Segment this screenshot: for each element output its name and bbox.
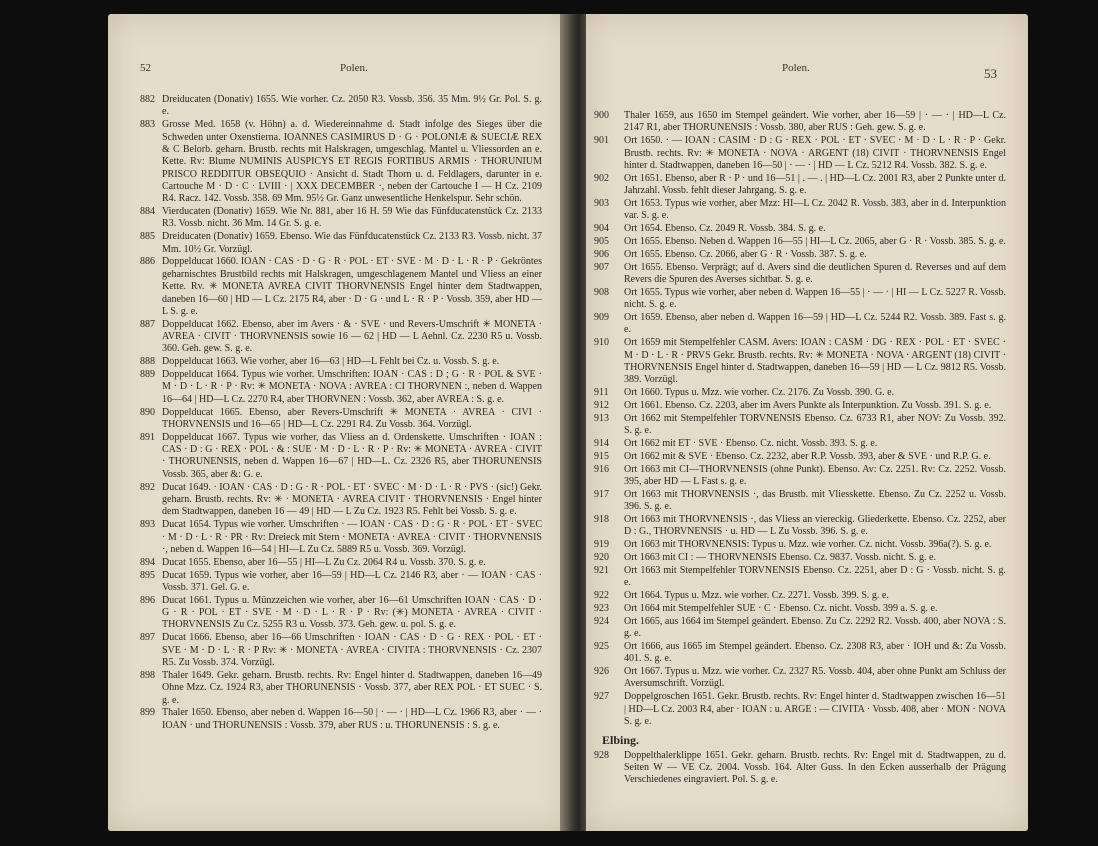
entry-text: Ducat 1661. Typus u. Münzzeichen wie vorher, aber 16—61 Umschriften IOAN · CAS · D · G · R · POL · ET · SVE · M · D · L · R · P · Rv: (✳) MONETA · AVREA · CIVIT · THORVNENSIS Zu Cz. 5255 R3 u. Vossb. 373. Geh. gew. u. pol. S. g. e. <box>162 594 542 631</box>
catalog-entry <box>594 463 1006 489</box>
catalog-entry <box>594 261 1006 287</box>
entry-number: 887 <box>140 318 155 330</box>
entry-text: Ort 1664. Typus u. Mzz. wie vorher. Cz. 2271. Vossb. 399. S. g. e. <box>624 590 889 602</box>
entry-number: 891 <box>140 431 155 443</box>
entry-text: Ort 1663 mit CI—THORVNENSIS (ohne Punkt). Ebenso. Av: Cz. 2251. Rv: Cz. 2252. Vossb. 395, aber HD — L Fast s. g. e. <box>624 463 1006 487</box>
section-heading: Elbing. <box>602 733 640 748</box>
entry-text: Ort 1662 mit ET · SVE · Ebenso. Cz. nicht. Vossb. 393. S. g. e. <box>624 437 878 449</box>
catalog-entry <box>140 707 542 732</box>
entry-text: Doppelducat 1663. Wie vorher, aber 16—63 | HD—L Fehlt bei Cz. u. Vossb. S. g. e. <box>162 356 500 368</box>
entry-text: Ducat 1654. Typus wie vorher. Umschriften · — IOAN · CAS · D : G · R · POL · ET · SVEC · M · D · L · R · PR · Rv: Dreieck mit Stern · MONETA · AVREA · CIVIT · THORVNENSIS ·, neben d. Wappen 16—54 | HI—L Zu Cz. 5889 R5 u. Vossb. 369. Vorzügl. <box>162 519 542 555</box>
right-page-body <box>594 110 1006 787</box>
entry-number: 910 <box>594 337 609 349</box>
catalog-entry <box>594 539 1006 551</box>
catalog-entry <box>140 595 542 632</box>
entry-number: 899 <box>140 707 155 719</box>
entry-number: 919 <box>594 539 609 551</box>
entry-text: Ort 1665, aus 1664 im Stempel geändert. Ebenso. Zu Cz. 2292 R2. Vossb. 400, aber NOVA : S. g. e. <box>624 615 1006 640</box>
entry-text: Dreiducaten (Donativ) 1659. Ebenso. Wie das Fünfducatenstück Cz. 2133 R3. Vossb. nicht. 37 Mm. 10½ Gr. Vorzügl. <box>162 231 542 255</box>
entry-text: Ort 1659 mit Stempelfehler CASM. Avers: IOAN : CASM · DG · REX · POL · ET · SVEC · M · D · L · R · PRVS Gekr. Brustb. rechts. Rv: ✳ MONETA · NOVA · ARGENT (18) CIVIT · THORVNENSIS Engel hinter d. Stadtwappen, daneben 16—59 | HD — L Cz. 9812 R5. Vossb. 389. Vorzügl. <box>624 337 1006 386</box>
catalog-entry <box>140 94 542 119</box>
catalog-entry <box>594 399 1006 412</box>
catalog-entry <box>140 319 542 356</box>
entry-text: Ort 1650. · — IOAN : CASIM · D : G · REX · POL · ET · SVEC · M · D · L · R · P · Gekr. Brustb. rechts. Rv: ✳ MONETA · NOVA · ARGENT (18) CIVIT · THORVNENSIS Engel hinter d. Stadtwappen, daneben 16—50 | · — · | HD — L Cz. 5212 R4. Vossb. 382. S. g. e. <box>624 135 1006 171</box>
entry-number: 904 <box>594 223 609 235</box>
entry-text: Grosse Med. 1658 (v. Höhn) a. d. Wiedereinnahme d. Stadt infolge des Sieges über die Schweden unter Oxenstierna. IOANNES CASIMIRUS D · G · POLONIÆ & SUECIÆ REX & C Belorb. geharn. Brustb. rechts mit Halskragen, umgeschlag. Mantel u. Vliessorden an e. Kette. Rv: Blume NUMINIS AUSPICYS ET REGIS FORTIBUS ARMIS · THORUNIUM PRISCO REDDITUR OBSEQUIO · Ansicht d. Stadt Thorn u. d. Feldlagers, darunter in e. Cartouche M · D · C · LVIII · | XXX DECEMBER ·, neben der Cartouche I — H Cz. 2109 R4. Racz. 142. Vossb. 358. 69 Mm. 95½ Gr. Ganz unwesentliche Henkelspur. Sehr schön. <box>162 119 542 205</box>
right-entries <box>594 110 1006 728</box>
entry-number: 925 <box>594 640 609 652</box>
entry-number: 918 <box>594 514 609 525</box>
catalog-entry <box>594 437 1006 450</box>
left-page-body <box>140 94 542 733</box>
right-page <box>586 14 1028 831</box>
entry-text: Thaler 1659, aus 1650 im Stempel geändert. Wie vorher, aber 16—59 | · — · | HD—L Cz. 2147 R1, aber THORUNENSIS : Vossb. 380, aber RUS : Geh. gew. S. g. e. <box>624 110 1006 134</box>
entry-text: Ort 1651. Ebenso, aber R · P · und 16—51 | . — . | HD—L Cz. 2001 R3, aber 2 Punkte unter d. Jahrzahl. Vossb. fehlt dieser Jahrgang. S. g. e. <box>624 172 1006 197</box>
entry-text: Ducat 1659. Typus wie vorher, aber 16—59 | HD—L Cz. 2146 R3, aber · — IOAN · CAS · Vossb. 371. Gel. G. e. <box>162 569 542 593</box>
entry-number: 911 <box>594 387 609 399</box>
catalog-entry <box>140 519 542 556</box>
entry-text: Ort 1655. Ebenso. Cz. 2066, aber G · R · Vossb. 387. S. g. e. <box>624 248 867 260</box>
entry-text: Thaler 1650. Ebenso, aber neben d. Wappen 16—50 | · — · | HD—L Cz. 1966 R3, aber · — · IOAN · und THORUNENSIS : Vossb. 379, aber RUS : u. THORUNENSIS : S. g. e. <box>162 707 542 731</box>
entry-number: 916 <box>594 463 609 475</box>
catalog-entry <box>140 407 542 432</box>
entry-text: Ort 1660. Typus u. Mzz. wie vorher. Cz. 2176. Zu Vossb. 390. G. e. <box>624 387 895 399</box>
entry-text: Ort 1655. Ebenso. Verprägt; auf d. Avers sind die deutlichen Spuren d. Reverses und auf dem Revers die Spuren des Averses sichtbar. S. g. e. <box>624 261 1006 285</box>
catalog-entry <box>140 557 542 569</box>
catalog-entry <box>594 235 1006 248</box>
entry-text: Ducat 1649. · IOAN · CAS · D : G · R · POL · ET · SVEC · M · D · L · R · PVS · (sic!) Gekr. geharn. Brustb. rechts. Rv: ✳ · MONETA · AVREA CIVIT · THORVNENSIS · Engel hinter dem Stadtwappen, daneben 16 — 49 | HD — L Zu Cz. 1923 R5. Fehlt bei Vossb. S. g. e. <box>162 481 542 518</box>
entry-number: 907 <box>594 261 609 273</box>
catalog-entry <box>140 632 542 669</box>
entry-text: Doppelducat 1667. Typus wie vorher, das Vliess an d. Ordenskette. Umschriften · IOAN : CAS · D : G · REX · POL · & : SUE · M · D · L · R · P · Rv: ✳ MONETA · AVREA · CIVIT · THORUNENSIS, neben d. Wappen 16—67 | HD—L. Cz. 2326 R5, aber THORUNENSIS Vossb. 365, aber &: G. e. <box>162 431 542 480</box>
entry-number: 883 <box>140 119 155 131</box>
entry-number: 912 <box>594 399 609 411</box>
catalog-entry <box>594 248 1006 261</box>
running-head: Polen. <box>782 62 810 74</box>
entry-text: Doppelgroschen 1651. Gekr. Brustb. rechts. Rv: Engel hinter d. Stadtwappen zwischen 16—51 | HD—L Cz. 2003 R4, aber · IOAN : u. ARGE : — CIVITA · Vossb. 408, aber · MON · NOVA S. g. e. <box>624 691 1006 727</box>
entry-number: 894 <box>140 556 155 568</box>
catalog-entry <box>594 602 1006 615</box>
catalog-entry <box>594 666 1006 691</box>
entry-number: 909 <box>594 312 609 323</box>
entry-text: Ort 1666, aus 1665 im Stempel geändert. Ebenso. Cz. 2308 R3, aber · IOH und &: Zu Vossb. 401. S. g. e. <box>624 640 1006 665</box>
section-entries <box>594 749 1006 787</box>
left-page <box>108 14 568 831</box>
entry-number: 892 <box>140 481 155 493</box>
entry-text: Ort 1654. Ebenso. Cz. 2049 R. Vossb. 384. S. g. e. <box>624 223 826 235</box>
running-head: Polen. <box>340 62 368 74</box>
entry-number: 928 <box>594 749 609 761</box>
entry-number: 922 <box>594 590 609 602</box>
entry-number: 882 <box>140 94 155 105</box>
entry-number: 920 <box>594 552 609 564</box>
catalog-entry <box>594 590 1006 602</box>
entry-number: 914 <box>594 437 609 449</box>
catalog-entry <box>140 231 542 256</box>
catalog-entry <box>140 570 542 595</box>
catalog-entry <box>594 514 1006 539</box>
catalog-entry <box>594 412 1006 438</box>
catalog-entry <box>594 312 1006 337</box>
page-number: 53 <box>984 66 997 81</box>
catalog-entry <box>594 552 1006 564</box>
catalog-entry <box>594 110 1006 135</box>
entry-number: 900 <box>594 110 609 121</box>
catalog-entry <box>594 640 1006 666</box>
catalog-entry <box>140 670 542 707</box>
catalog-entry <box>140 206 542 231</box>
entry-number: 896 <box>140 594 155 606</box>
catalog-entry <box>594 615 1006 641</box>
catalog-entry <box>140 369 542 406</box>
entry-number: 895 <box>140 569 155 581</box>
entry-text: Ort 1659. Ebenso, aber neben d. Wappen 16—59 | HD—L Cz. 5244 R2. Vossb. 389. Fast s. g. e. <box>624 312 1006 336</box>
entry-number: 901 <box>594 135 609 147</box>
entry-number: 923 <box>594 602 609 614</box>
entry-text: Doppelducat 1660. IOAN · CAS · D · G · R · POL · ET · SVE · M · D · L · R · P · Gekröntes geharnischtes Brustbild rechts mit Halskragen, umgeschlagenem Mantel und Vliess an einer Kette. Rv. ✳ MONETA AVREA CIVIT THORVNENSIS Engel hinter dem Stadtwappen, daneben 16—60 | HD — L Cz. 2175 R4, aber · D · G · und L · R · P · Vossb. 359, aber HD — L S. g. e. <box>162 256 542 317</box>
entry-number: 898 <box>140 669 155 681</box>
catalog-entry <box>594 197 1006 223</box>
catalog-entry <box>594 450 1006 463</box>
entry-number: 917 <box>594 488 609 500</box>
page-number: 52 <box>140 62 151 74</box>
entry-text: Ort 1662 mit & SVE · Ebenso. Cz. 2232, aber R.P. Vossb. 393, aber & SVE · und R.P. G. e. <box>624 450 991 462</box>
entry-text: Ducat 1666. Ebenso, aber 16—66 Umschriften · IOAN · CAS · D · G · REX · POL · ET · SVE · M · D · L · R · P Rv: ✳ · MONETA · AVREA · CIVITA : THORVNENSIS · Cz. 2307 R5. Zu Vossb. 374. Vorzügl. <box>162 632 542 668</box>
entry-text: Thaler 1649. Gekr. geharn. Brustb. rechts. Rv: Engel hinter d. Stadtwappen, daneben 16—49 Ohne Mzz. Cz. 1924 R3, aber THORUNENSIS · Vossb. 377, aber REX POL · ET SUEC · S. g. e. <box>162 669 542 706</box>
catalog-entry <box>594 691 1006 728</box>
entry-number: 888 <box>140 356 155 368</box>
entry-text: Vierducaten (Donativ) 1659. Wie Nr. 881, aber 16 H. 59 Wie das Fünfducatenstück Cz. 2133 R3. Vossb. nicht. 36 Mm. 14 Gr. S. g. e. <box>162 206 542 230</box>
entry-text: Ort 1661. Ebenso. Cz. 2203, aber im Avers Punkte als Interpunktion. Zu Vossb. 391. S. g. e. <box>624 399 992 411</box>
entry-text: Ort 1663 mit Stempelfehler TORVNENSIS Ebenso. Cz. 2251, aber D : G · Vossb. nicht. S. g. e. <box>624 564 1006 589</box>
entry-text: Doppelducat 1664. Typus wie vorher. Umschriften: IOAN · CAS : D ; G · R · POL & SVE · M · D · L · R · P · Rv: ✳ MONETA · NOVA : AVREA : CI THORVNEN :, neben d. Wappen 16—64 | HD—L Cz. 2270 R4, aber THORVNEN : Vossb. 362, aber AVREA : S. g. e. <box>162 369 542 405</box>
catalog-entry <box>140 256 542 318</box>
entry-text: Ort 1664 mit Stempelfehler SUE · C · Ebenso. Cz. nicht. Vossb. 399 a. S. g. e. <box>624 602 938 614</box>
entry-text: Ort 1663 mit THORVNENSIS ·, das Brustb. mit Vliesskette. Ebenso. Zu Cz. 2252 u. Vossb. 396. S. g. e. <box>624 488 1006 513</box>
catalog-entry <box>140 119 542 205</box>
entry-number: 906 <box>594 248 609 260</box>
entry-text: Ort 1667. Typus u. Mzz. wie vorher. Cz. 2327 R5. Vossb. 404, aber ohne Punkt am Schluss der Aversumschrift. Vorzügl. <box>624 666 1006 690</box>
catalog-entry <box>594 135 1006 172</box>
entry-text: Doppelducat 1665. Ebenso, aber Revers-Umschrift ✳ MONETA · AVREA · CIVI · THORVNENSIS und 16—65 | HD—L Cz. 2291 R4. Zu Vossb. 364. Vorzügl. <box>162 406 542 430</box>
entry-text: Doppelducat 1662. Ebenso, aber im Avers · & · SVE · und Revers-Umschrift ✳ MONETA · AVREA · CIVIT · THORVNENSIS sowie 16 — 62 | HD — L Aehnl. Cz. 2230 R5 u. Vossb. 360. Geh. gew. S. g. e. <box>162 318 542 355</box>
catalog-entry <box>594 564 1006 590</box>
catalog-entry <box>594 337 1006 386</box>
entry-number: 908 <box>594 286 609 298</box>
entry-number: 903 <box>594 197 609 209</box>
entry-number: 926 <box>594 666 609 678</box>
entry-number: 884 <box>140 206 155 218</box>
entry-number: 927 <box>594 691 609 703</box>
entry-text: Ort 1662 mit Stempelfehler TORVNENSIS Ebenso. Cz. 6733 R1, aber NOV: Zu Vossb. 392. S. g. e. <box>624 412 1006 437</box>
entry-number: 889 <box>140 369 155 381</box>
catalog-entry <box>594 749 1006 787</box>
entry-number: 915 <box>594 450 609 462</box>
entry-text: Ort 1653. Typus wie vorher, aber Mzz: HI—L Cz. 2042 R. Vossb. 383, aber in d. Interpunktion var. S. g. e. <box>624 197 1006 222</box>
catalog-entry <box>140 356 542 368</box>
entry-text: Dreiducaten (Donativ) 1655. Wie vorher. Cz. 2050 R3. Vossb. 356. 35 Mm. 9½ Gr. Pol. S. g. e. <box>162 94 542 118</box>
entry-number: 924 <box>594 615 609 627</box>
entry-number: 902 <box>594 172 609 184</box>
entry-number: 913 <box>594 412 609 424</box>
entry-number: 886 <box>140 256 155 268</box>
entry-text: Doppelthalerklippe 1651. Gekr. geharn. Brustb. rechts. Rv: Engel mit d. Stadtwappen, zu d. Seiten W — VE Cz. 2004. Vossb. 164. Alter Guss. In den Ecken ausserhalb der Prägung Verschiedenes eingraviert. Pol. S. g. e. <box>624 749 1006 786</box>
entry-text: Ort 1655. Ebenso. Neben d. Wappen 16—55 | HI—L Cz. 2065, aber G · R · Vossb. 385. S. g. e. <box>624 235 1006 247</box>
entry-text: Ducat 1655. Ebenso, aber 16—55 | HI—L Zu Cz. 2064 R4 u. Vossb. 370. S. g. e. <box>162 556 486 568</box>
catalog-entry <box>140 482 542 519</box>
catalog-entry <box>594 488 1006 514</box>
entry-number: 893 <box>140 519 155 531</box>
catalog-entry <box>594 223 1006 235</box>
entry-text: Ort 1663 mit THORVNENSIS ·, das Vliess an viereckig. Gliederkette. Ebenso. Cz. 2252, aber D : G., THORVNENSIS · u. HD — L Zu Vossb. 396. S. g. e. <box>624 514 1006 538</box>
catalog-entry <box>594 387 1006 399</box>
entry-number: 921 <box>594 564 609 576</box>
entry-number: 890 <box>140 406 155 418</box>
entry-number: 897 <box>140 632 155 644</box>
entry-text: Ort 1663 mit THORVNENSIS: Typus u. Mzz. wie vorher. Cz. nicht. Vossb. 396a(?). S. g. e. <box>624 539 992 551</box>
entry-number: 885 <box>140 231 155 243</box>
catalog-entry <box>594 172 1006 198</box>
entry-text: Ort 1655. Typus wie vorher, aber neben d. Wappen 16—55 | · — · | HI — L Cz. 5227 R. Vossb. nicht. S. g. e. <box>624 286 1006 311</box>
entry-number: 905 <box>594 235 609 247</box>
catalog-entry <box>594 286 1006 312</box>
entry-text: Ort 1663 mit CI : — THORVNENSIS Ebenso. Cz. 9837. Vossb. nicht. S. g. e. <box>624 552 936 564</box>
catalog-entry <box>140 432 542 481</box>
